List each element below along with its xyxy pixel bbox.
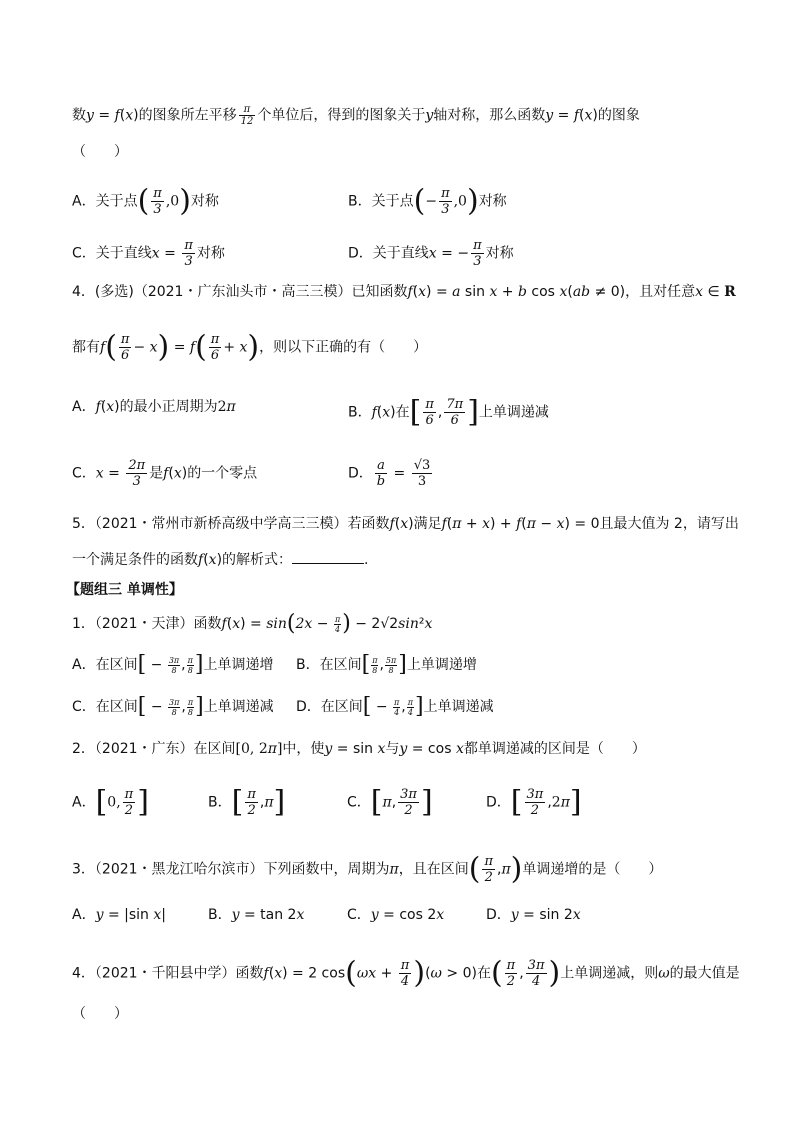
answer-blank[interactable]	[292, 549, 364, 564]
q4-option-c[interactable]: C．x = $\frac{2\pi}{3}$ 是f(x)的一个零点	[72, 458, 258, 489]
g3q2-option-a[interactable]: A．[0, $\frac{\pi}{2}$ ]	[72, 784, 149, 820]
q3-text: 的图象所左平移	[138, 107, 237, 124]
q3-text: 轴对称，那么函数	[433, 107, 546, 124]
q3-option-d[interactable]: D．关于直线x = − $\frac{\pi}{3}$ 对称	[348, 238, 514, 269]
q3-answer-paren: （ ）	[72, 144, 128, 160]
q3-stem-line: 数y = f(x)的图象所左平移 $\frac{\pi}{12}$ 个单位后，得到的图象关于y轴对称，那么函数y = f(x)的图象	[72, 104, 640, 127]
q4-option-d[interactable]: D． $\frac{a}{b}$ = $\frac{√3}{3}$	[348, 458, 431, 489]
g3q1-stem: 1．（2021・天津）函数f(x) = sin(2x − $\frac{\pi}{4}$ ) − 2√2sin²x	[72, 611, 433, 636]
q5-stem: 5．（2021・常州市新桥高级中学高三三模）若函数f(x)满足f(π + x) + f(π − x) = 0且最大值为 2，请写出	[72, 516, 739, 532]
g3q2-option-b[interactable]: B．[ $\frac{\pi}{2}$ ,π]	[208, 784, 286, 820]
g3q1-option-d[interactable]: D．在区间[ − $\frac{\pi}{4}$ , $\frac{\pi}{4}$ ]上单调递减	[296, 694, 494, 719]
g3q3-option-c[interactable]: C．y = cos 2x	[347, 907, 445, 923]
q5-stem-line2: 一个满足条件的函数f(x)的解析式： .	[72, 549, 368, 570]
q3-option-c[interactable]: C．关于直线x = $\frac{\pi}{3}$ 对称	[72, 238, 225, 269]
q4-condition: 都有f( $\frac{\pi}{6}$ − x) = f( $\frac{\pi}{6}$ + x)，则以下正确的有（ ）	[72, 329, 428, 365]
g3q4-answer-paren: （ ）	[72, 1006, 128, 1022]
q3-text: 数	[72, 107, 86, 124]
q4-option-a[interactable]: A．f(x)的最小正周期为2π	[72, 399, 236, 415]
g3q3-option-b[interactable]: B．y = tan 2x	[208, 907, 305, 923]
g3q3-option-a[interactable]: A．y = |sin x|	[72, 907, 166, 923]
axis-variable: y	[425, 107, 434, 124]
shift-numerator: π	[239, 104, 256, 116]
g3q2-option-c[interactable]: C．[π, $\frac{3\pi}{2}$ ]	[347, 784, 433, 820]
q3-option-a[interactable]: A．关于点( $\frac{\pi}{3}$ ,0)对称	[72, 183, 219, 219]
q3-text: 个单位后，得到的图象关于	[257, 107, 426, 124]
g3q3-stem: 3．（2021・黑龙江哈尔滨市）下列函数中，周期为π，且在区间( $\frac{\pi}{2}$ ,π)单调递增的是（ ）	[72, 851, 663, 887]
g3q1-option-c[interactable]: C．在区间[ − $\frac{3\pi}{8}$ , $\frac{\pi}{8}$ ]上单调递减	[72, 694, 274, 719]
g3q1-option-b[interactable]: B．在区间[ $\frac{\pi}{8}$ , $\frac{5\pi}{8}$ ]上单调递增	[296, 652, 477, 677]
q3-option-b[interactable]: B．关于点(− $\frac{\pi}{3}$ ,0)对称	[348, 183, 507, 219]
g3q4-stem: 4．（2021・千阳县中学）函数f(x) = 2 cos(ωx + $\frac{\pi}{4}$ )(ω > 0)在( $\frac{\pi}{2}$ , $\frac{3\pi}{4}$ )上单调递减，则ω的最大值是	[72, 955, 740, 991]
shift-denominator: 12	[240, 116, 254, 127]
g3q2-option-d[interactable]: D．[ $\frac{3\pi}{2}$ ,2π]	[486, 784, 582, 820]
q3-text: 的图象	[597, 107, 640, 124]
q4-stem: 4．(多选)（2021・广东汕头市・高三三模）已知函数f(x) = a sin x + b cos x(ab ≠ 0)，且对任意x ∈ R	[72, 284, 736, 300]
g3q1-option-a[interactable]: A．在区间[ − $\frac{3\pi}{8}$ , $\frac{\pi}{8}$ ]上单调递增	[72, 652, 274, 677]
g3q3-option-d[interactable]: D．y = sin 2x	[486, 907, 581, 923]
section-title: 【题组三 单调性】	[66, 582, 183, 598]
g3q2-stem: 2．（2021・广东）在区间[0, 2π]中，使y = sin x与y = cos x都单调递减的区间是（ ）	[72, 741, 646, 757]
q4-option-b[interactable]: B．f(x)在[ $\frac{\pi}{6}$ , $\frac{7\pi}{6}$ ]上单调递减	[348, 394, 549, 430]
